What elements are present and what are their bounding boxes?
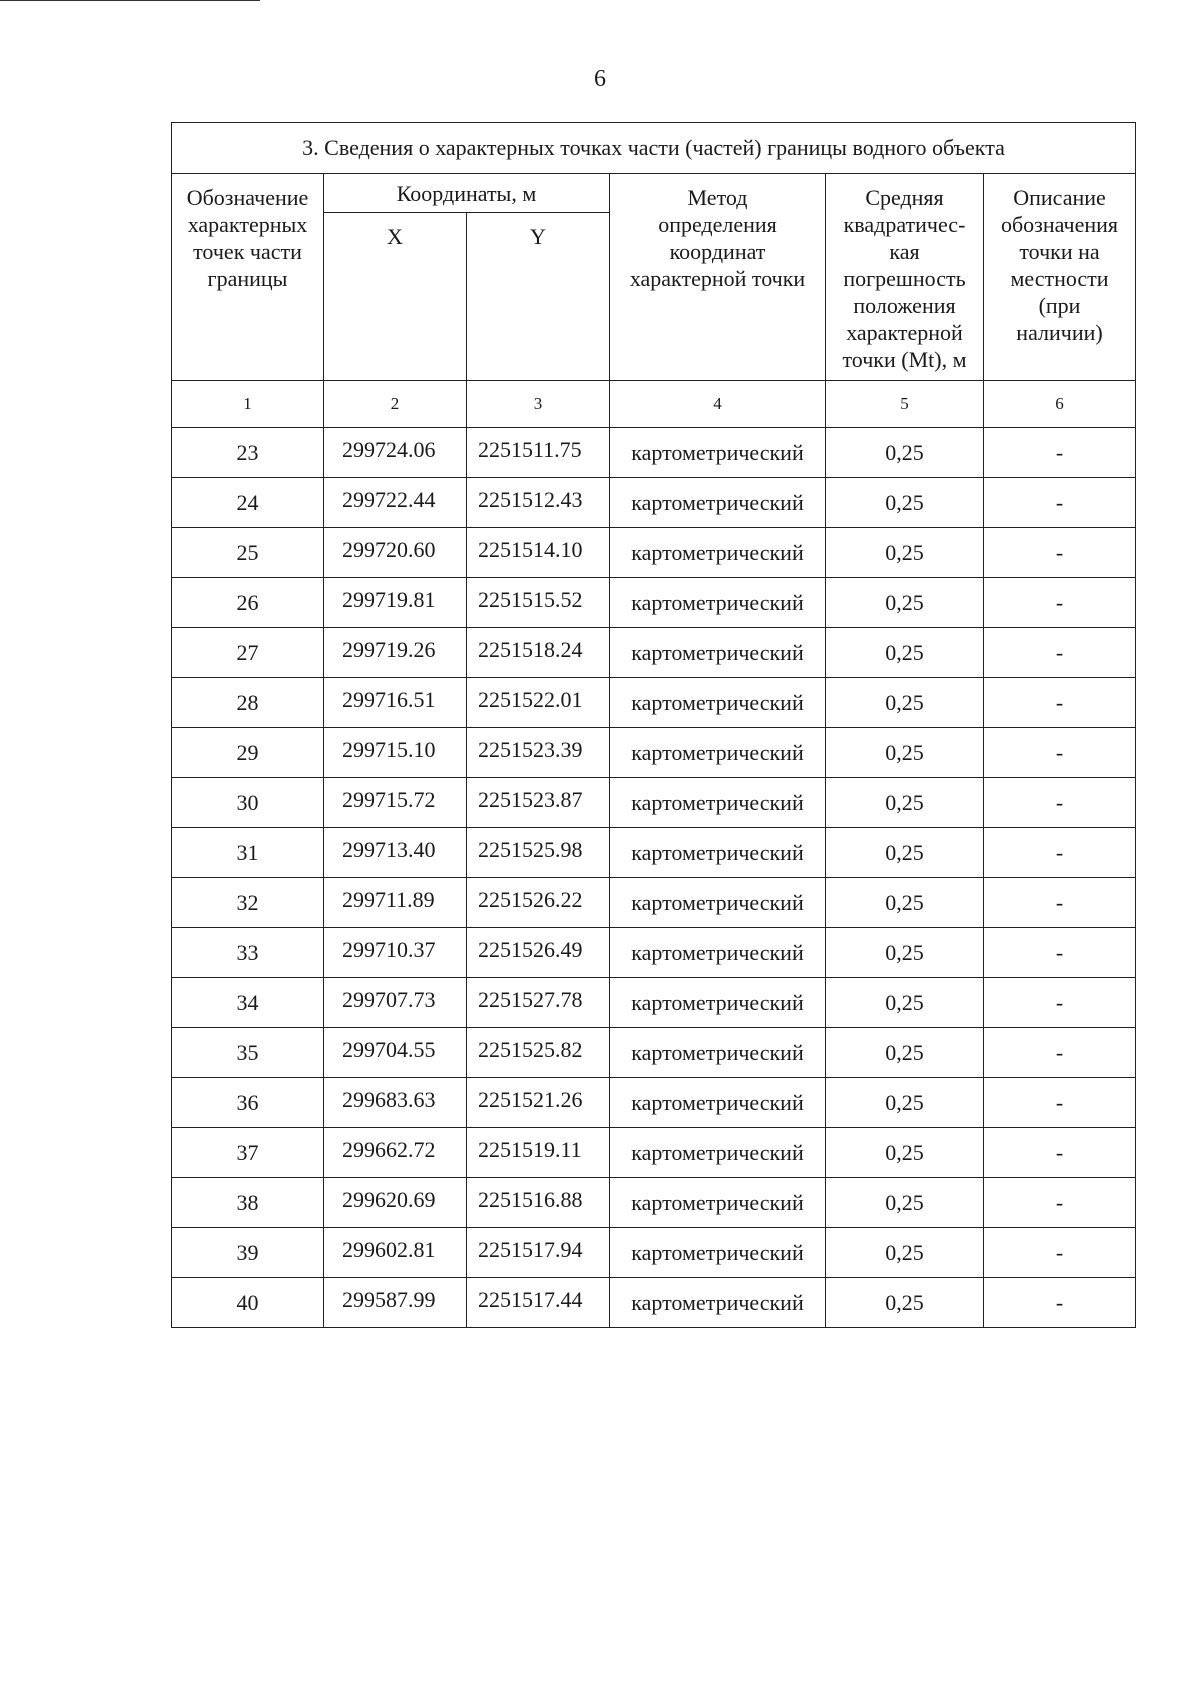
table-row (172, 478, 1136, 528)
method-cell: картометрический (610, 878, 826, 928)
y-coordinate-cell: 2251516.88 (467, 1178, 610, 1228)
error-cell: 0,25 (826, 528, 984, 578)
error-cell: 0,25 (826, 478, 984, 528)
header-line: наличии) (1016, 320, 1103, 345)
description-cell: - (984, 428, 1136, 478)
y-coordinate-cell: 2251518.24 (467, 628, 610, 678)
column-number: 4 (610, 381, 826, 428)
header-line: границы (207, 266, 288, 291)
point-cell: 34 (172, 978, 324, 1028)
error-cell: 0,25 (826, 1028, 984, 1078)
x-coordinate-cell: 299704.55 (324, 1028, 467, 1078)
error-cell: 0,25 (826, 428, 984, 478)
method-cell: картометрический (610, 1128, 826, 1178)
boundary-points-table (171, 122, 1136, 1328)
y-coordinate-cell: 2251527.78 (467, 978, 610, 1028)
method-cell: картометрический (610, 1028, 826, 1078)
header-line: характерной (846, 320, 963, 345)
table-row (172, 678, 1136, 728)
point-cell: 36 (172, 1078, 324, 1128)
description-cell: - (984, 728, 1136, 778)
table-row (172, 928, 1136, 978)
method-cell: картометрический (610, 628, 826, 678)
y-coordinate-cell: 2251512.43 (467, 478, 610, 528)
table-row (172, 578, 1136, 628)
error-cell: 0,25 (826, 1078, 984, 1128)
y-coordinate-cell: 2251514.10 (467, 528, 610, 578)
table-row (172, 628, 1136, 678)
table-row (172, 728, 1136, 778)
y-coordinate-cell: 2251519.11 (467, 1128, 610, 1178)
y-coordinate-cell: 2251522.01 (467, 678, 610, 728)
header-line: точки (Mt), м (842, 347, 967, 372)
point-cell: 39 (172, 1228, 324, 1278)
point-cell: 32 (172, 878, 324, 928)
x-coordinate-cell: 299719.26 (324, 628, 467, 678)
header-line: координат (669, 239, 766, 264)
header-x: X (324, 213, 467, 381)
description-cell: - (984, 1078, 1136, 1128)
description-cell: - (984, 1178, 1136, 1228)
error-cell: 0,25 (826, 828, 984, 878)
x-coordinate-cell: 299587.99 (324, 1278, 467, 1328)
column-number: 5 (826, 381, 984, 428)
point-cell: 26 (172, 578, 324, 628)
method-cell: картометрический (610, 678, 826, 728)
y-coordinate-cell: 2251526.49 (467, 928, 610, 978)
error-cell: 0,25 (826, 928, 984, 978)
header-line: (при (1038, 293, 1081, 318)
table-row (172, 878, 1136, 928)
error-cell: 0,25 (826, 978, 984, 1028)
error-cell: 0,25 (826, 1278, 984, 1328)
description-cell: - (984, 1028, 1136, 1078)
point-cell: 38 (172, 1178, 324, 1228)
y-coordinate-cell: 2251523.39 (467, 728, 610, 778)
method-cell: картометрический (610, 578, 826, 628)
table-row (172, 428, 1136, 478)
method-cell: картометрический (610, 528, 826, 578)
column-number: 1 (172, 381, 324, 428)
header-line: местности (1010, 266, 1109, 291)
description-cell: - (984, 1278, 1136, 1328)
point-cell: 29 (172, 728, 324, 778)
x-coordinate-cell: 299710.37 (324, 928, 467, 978)
point-cell: 27 (172, 628, 324, 678)
method-cell: картометрический (610, 778, 826, 828)
table-row (172, 1228, 1136, 1278)
method-cell: картометрический (610, 828, 826, 878)
description-cell: - (984, 778, 1136, 828)
description-cell: - (984, 978, 1136, 1028)
column-number: 6 (984, 381, 1136, 428)
header-method (610, 174, 826, 381)
header-line: точки на (1019, 239, 1100, 264)
description-cell: - (984, 1228, 1136, 1278)
description-cell: - (984, 628, 1136, 678)
point-cell: 40 (172, 1278, 324, 1328)
x-coordinate-cell: 299715.72 (324, 778, 467, 828)
method-cell: картометрический (610, 928, 826, 978)
table-title: 3. Сведения о характерных точках части (частей) границы водного объекта (172, 123, 1136, 174)
description-cell: - (984, 578, 1136, 628)
x-coordinate-cell: 299716.51 (324, 678, 467, 728)
point-cell: 23 (172, 428, 324, 478)
page-number: 6 (594, 66, 606, 92)
y-coordinate-cell: 2251517.94 (467, 1228, 610, 1278)
method-cell: картометрический (610, 1178, 826, 1228)
point-cell: 35 (172, 1028, 324, 1078)
point-cell: 24 (172, 478, 324, 528)
point-cell: 25 (172, 528, 324, 578)
header-y: Y (467, 213, 610, 381)
description-cell: - (984, 828, 1136, 878)
y-coordinate-cell: 2251526.22 (467, 878, 610, 928)
error-cell: 0,25 (826, 578, 984, 628)
header-line: характерных (187, 212, 308, 237)
header-line: кая (889, 239, 920, 264)
method-cell: картометрический (610, 728, 826, 778)
error-cell: 0,25 (826, 778, 984, 828)
method-cell: картометрический (610, 1228, 826, 1278)
header-line: определения (658, 212, 777, 237)
header-line: характерной точки (629, 266, 806, 291)
method-cell: картометрический (610, 478, 826, 528)
error-cell: 0,25 (826, 728, 984, 778)
header-coordinates: Координаты, м (324, 174, 610, 213)
method-cell: картометрический (610, 1078, 826, 1128)
description-cell: - (984, 678, 1136, 728)
method-cell: картометрический (610, 978, 826, 1028)
point-cell: 30 (172, 778, 324, 828)
x-coordinate-cell: 299683.63 (324, 1078, 467, 1128)
header-line: обозначения (1000, 212, 1119, 237)
y-coordinate-cell: 2251525.82 (467, 1028, 610, 1078)
header-description (984, 174, 1136, 381)
table-row (172, 828, 1136, 878)
error-cell: 0,25 (826, 628, 984, 678)
table-row (172, 1078, 1136, 1128)
header-line: погрешность (843, 266, 966, 291)
table-row (172, 1028, 1136, 1078)
column-number-row (172, 381, 1136, 428)
description-cell: - (984, 928, 1136, 978)
y-coordinate-cell: 2251521.26 (467, 1078, 610, 1128)
description-cell: - (984, 528, 1136, 578)
x-coordinate-cell: 299713.40 (324, 828, 467, 878)
point-cell: 28 (172, 678, 324, 728)
x-coordinate-cell: 299720.60 (324, 528, 467, 578)
error-cell: 0,25 (826, 1128, 984, 1178)
description-cell: - (984, 1128, 1136, 1178)
error-cell: 0,25 (826, 1228, 984, 1278)
x-coordinate-cell: 299707.73 (324, 978, 467, 1028)
x-coordinate-cell: 299715.10 (324, 728, 467, 778)
point-cell: 37 (172, 1128, 324, 1178)
y-coordinate-cell: 2251515.52 (467, 578, 610, 628)
x-coordinate-cell: 299620.69 (324, 1178, 467, 1228)
header-line: положения (853, 293, 956, 318)
header-line: Описание (1013, 185, 1106, 210)
table-row (172, 978, 1136, 1028)
header-line: квадратичес- (843, 212, 966, 237)
x-coordinate-cell: 299662.72 (324, 1128, 467, 1178)
error-cell: 0,25 (826, 1178, 984, 1228)
description-cell: - (984, 478, 1136, 528)
column-number: 2 (324, 381, 467, 428)
x-coordinate-cell: 299711.89 (324, 878, 467, 928)
y-coordinate-cell: 2251525.98 (467, 828, 610, 878)
header-line: Средняя (865, 185, 944, 210)
header-line: Обозначение (186, 185, 309, 210)
header-error (826, 174, 984, 381)
method-cell: картометрический (610, 428, 826, 478)
point-cell: 31 (172, 828, 324, 878)
y-coordinate-cell: 2251523.87 (467, 778, 610, 828)
top-rule (0, 0, 260, 1)
x-coordinate-cell: 299602.81 (324, 1228, 467, 1278)
x-coordinate-cell: 299724.06 (324, 428, 467, 478)
table-row (172, 1128, 1136, 1178)
method-cell: картометрический (610, 1278, 826, 1328)
point-cell: 33 (172, 928, 324, 978)
error-cell: 0,25 (826, 878, 984, 928)
error-cell: 0,25 (826, 678, 984, 728)
column-number: 3 (467, 381, 610, 428)
y-coordinate-cell: 2251517.44 (467, 1278, 610, 1328)
table-row (172, 528, 1136, 578)
table-body (172, 428, 1136, 1328)
y-coordinate-cell: 2251511.75 (467, 428, 610, 478)
header-line: Метод (687, 185, 748, 210)
table-row (172, 1178, 1136, 1228)
table-row (172, 1278, 1136, 1328)
table-row (172, 778, 1136, 828)
header-point-designation (172, 174, 324, 381)
x-coordinate-cell: 299722.44 (324, 478, 467, 528)
description-cell: - (984, 878, 1136, 928)
header-line: точек части (193, 239, 302, 264)
x-coordinate-cell: 299719.81 (324, 578, 467, 628)
